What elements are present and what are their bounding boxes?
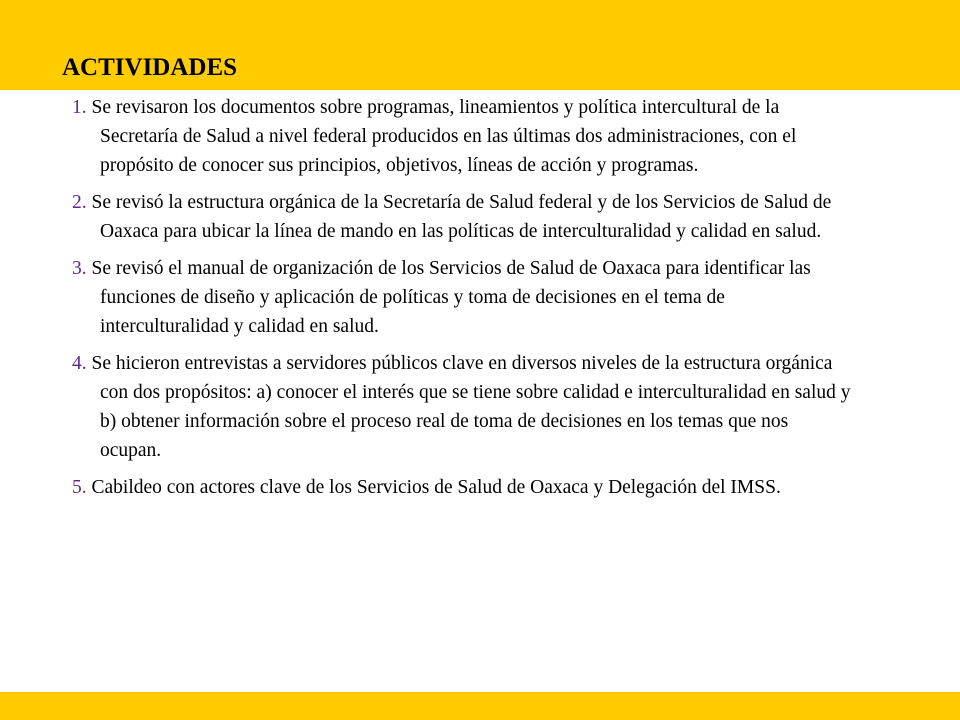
item-number: 3. [72, 258, 87, 279]
list-item [72, 93, 852, 180]
item-text: Se revisó la estructura orgánica de la Secretaría de Salud federal y de los Servicios de Salud de Oaxaca para ubicar la línea de mando en las políticas de interculturalidad y calidad en salud. [91, 192, 832, 242]
activities-list [72, 93, 852, 510]
item-text: Se revisó el manual de organización de los Servicios de Salud de Oaxaca para identificar las funciones de diseño y aplicación de políticas y toma de decisiones en el tema de interculturalidad y calidad en salud. [91, 258, 811, 337]
slide-title: ACTIVIDADES [62, 54, 238, 81]
item-text: Se hicieron entrevistas a servidores públicos clave en diversos niveles de la estructura orgánica con dos propósitos: a) conocer el interés que se tiene sobre calidad e interculturalidad en salud y b) obtener información sobre el proceso real de toma de decisiones en los temas que nos ocupan. [91, 353, 851, 461]
list-item [72, 473, 852, 502]
list-item [72, 188, 852, 246]
list-item [72, 349, 852, 465]
list-item [72, 254, 852, 341]
item-number: 2. [72, 192, 87, 213]
item-text: Cabildeo con actores clave de los Servicios de Salud de Oaxaca y Delegación del IMSS. [91, 477, 781, 498]
bottom-footer-band [0, 692, 960, 720]
item-number: 5. [72, 477, 87, 498]
item-text: Se revisaron los documentos sobre programas, lineamientos y política intercultural de la Secretaría de Salud a nivel federal producidos en las últimas dos administraciones, con el propósito de conocer sus principios, objetivos, líneas de acción y programas. [91, 97, 797, 176]
item-number: 1. [72, 97, 87, 118]
item-number: 4. [72, 353, 87, 374]
